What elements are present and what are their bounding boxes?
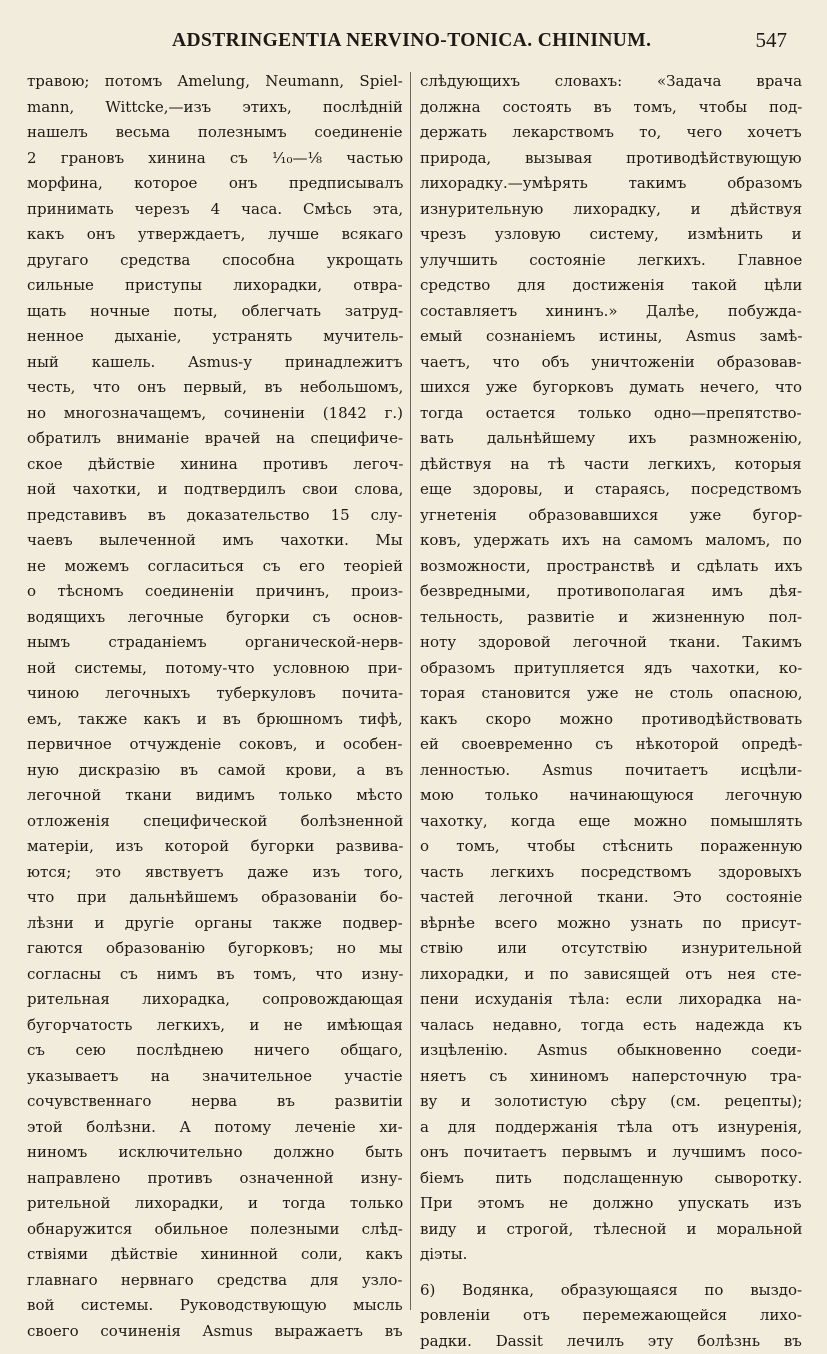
text-line: согласны съ нимъ въ томъ, что изну- bbox=[27, 962, 403, 988]
text-line: При этомъ не должно упускать изъ bbox=[420, 1191, 802, 1217]
text-line: сочувственнаго нерва въ развитіи bbox=[27, 1089, 403, 1115]
text-line: какъ онъ утверждаетъ, лучше всякаго bbox=[27, 222, 403, 248]
text-line: пени исхуданія тѣла: если лихорадка на- bbox=[420, 987, 802, 1013]
right-column-paragraph-6 bbox=[420, 1278, 802, 1354]
running-head: ADSTRINGENTIA NERVINO-TONICA. CHININUM. bbox=[172, 30, 651, 52]
text-line: ный кашель. Asmus-у принадлежитъ bbox=[27, 350, 403, 376]
text-line: ленностью. Asmus почитаетъ исцѣли- bbox=[420, 758, 802, 784]
text-line: чаетъ, что объ уничтоженіи образовав- bbox=[420, 350, 802, 376]
text-line: что при дальнѣйшемъ образованіи бо- bbox=[27, 885, 403, 911]
text-line: образомъ притупляется ядъ чахотки, ко- bbox=[420, 656, 802, 682]
text-line: mann, Wittcke,—изъ этихъ, послѣдній bbox=[27, 95, 403, 121]
text-line: ниномъ исключительно должно быть bbox=[27, 1140, 403, 1166]
text-line: діэты. bbox=[420, 1242, 802, 1268]
text-line: направлено противъ означенной изну- bbox=[27, 1166, 403, 1192]
text-line: обнаружится обильное полезными слѣд- bbox=[27, 1217, 403, 1243]
text-line: съ сею послѣднею ничего общаго, bbox=[27, 1038, 403, 1064]
text-line: вѣрнѣе всего можно узнать по присут- bbox=[420, 911, 802, 937]
text-line: слѣдующихъ словахъ: «Задача врача bbox=[420, 69, 802, 95]
text-line: ствіями дѣйствіе хининной соли, какъ bbox=[27, 1242, 403, 1268]
text-line: дѣйствуя на тѣ части легкихъ, которыя bbox=[420, 452, 802, 478]
text-line: бугорчатость легкихъ, и не имѣющая bbox=[27, 1013, 403, 1039]
text-line: должна состоять въ томъ, чтобы под- bbox=[420, 95, 802, 121]
text-line: изнурительную лихорадку, и дѣйствуя bbox=[420, 197, 802, 223]
text-line: водящихъ легочные бугорки съ основ- bbox=[27, 605, 403, 631]
text-line: обратилъ вниманіе врачей на специфиче- bbox=[27, 426, 403, 452]
text-line: гаются образованію бугорковъ; но мы bbox=[27, 936, 403, 962]
text-line: легочной ткани видимъ только мѣсто bbox=[27, 783, 403, 809]
text-line: щать ночные поты, облегчать затруд- bbox=[27, 299, 403, 325]
column-divider bbox=[410, 72, 411, 1310]
text-line: природа, вызывая противодѣйствующую bbox=[420, 146, 802, 172]
text-line: о томъ, чтобы стѣснить пораженную bbox=[420, 834, 802, 860]
text-line: о тѣсномъ соединеніи причинъ, произ- bbox=[27, 579, 403, 605]
text-line: лихорадки, и по зависящей отъ нея сте- bbox=[420, 962, 802, 988]
text-line: ское дѣйствіе хинина противъ легоч- bbox=[27, 452, 403, 478]
text-line: радки. Dassit лечилъ эту болѣзнь въ bbox=[420, 1329, 802, 1354]
text-line: средство для достиженія такой цѣли bbox=[420, 273, 802, 299]
text-line: ной системы, потому-что условною при- bbox=[27, 656, 403, 682]
paragraph-gap bbox=[420, 1268, 802, 1278]
text-line: но многозначащемъ, сочиненіи (1842 г.) bbox=[27, 401, 403, 427]
text-line: первичное отчужденіе соковъ, и особен- bbox=[27, 732, 403, 758]
right-column bbox=[420, 69, 802, 1354]
text-line: нымъ страданіемъ органической-нерв- bbox=[27, 630, 403, 656]
text-line: ровленіи отъ перемежающейся лихо- bbox=[420, 1303, 802, 1329]
text-line: не можемъ согласиться съ его теоріей bbox=[27, 554, 403, 580]
text-line: частей легочной ткани. Это состояніе bbox=[420, 885, 802, 911]
text-line: ной чахотки, и подтвердилъ свои слова, bbox=[27, 477, 403, 503]
text-line: указываетъ на значительное участіе bbox=[27, 1064, 403, 1090]
text-line: своего сочиненія Asmus выражаетъ въ bbox=[27, 1319, 403, 1345]
text-line: шихся уже бугорковъ думать нечего, что bbox=[420, 375, 802, 401]
text-line: ей своевременно съ нѣкоторой опредѣ- bbox=[420, 732, 802, 758]
text-line: держать лекарствомъ то, чего хочетъ bbox=[420, 120, 802, 146]
text-line: онъ почитаетъ первымъ и лучшимъ посо- bbox=[420, 1140, 802, 1166]
text-line: часть легкихъ посредствомъ здоровыхъ bbox=[420, 860, 802, 886]
text-line: этой болѣзни. А потому леченіе хи- bbox=[27, 1115, 403, 1141]
text-line: емый сознаніемъ истины, Asmus замѣ- bbox=[420, 324, 802, 350]
text-line: честь, что онъ первый, въ небольшомъ, bbox=[27, 375, 403, 401]
text-line: матеріи, изъ которой бугорки развива- bbox=[27, 834, 403, 860]
text-line: травою; потомъ Amelung, Neumann, Spiel- bbox=[27, 69, 403, 95]
text-line: изцѣленію. Asmus обыкновенно соеди- bbox=[420, 1038, 802, 1064]
text-line: чаевъ вылеченной имъ чахотки. Мы bbox=[27, 528, 403, 554]
text-line: принимать черезъ 4 часа. Смѣсь эта, bbox=[27, 197, 403, 223]
left-column bbox=[27, 69, 403, 1344]
text-line: няетъ съ хининомъ наперсточную тра- bbox=[420, 1064, 802, 1090]
text-line: виду и строгой, тѣлесной и моральной bbox=[420, 1217, 802, 1243]
text-line: біемъ пить подслащенную сыворотку. bbox=[420, 1166, 802, 1192]
text-line: какъ скоро можно противодѣйствовать bbox=[420, 707, 802, 733]
text-line: еще здоровы, и стараясь, посредствомъ bbox=[420, 477, 802, 503]
text-line: ву и золотистую сѣру (см. рецепты); bbox=[420, 1089, 802, 1115]
text-line: составляетъ хининъ.» Далѣе, побужда- bbox=[420, 299, 802, 325]
text-line: главнаго нервнаго средства для узло- bbox=[27, 1268, 403, 1294]
text-line: вой системы. Руководствующую мысль bbox=[27, 1293, 403, 1319]
text-line: ются; это явствуетъ даже изъ того, bbox=[27, 860, 403, 886]
text-line: ковъ, удержать ихъ на самомъ маломъ, по bbox=[420, 528, 802, 554]
text-line: лихорадку.—умѣрять такимъ образомъ bbox=[420, 171, 802, 197]
text-line: чрезъ узловую систему, измѣнить и bbox=[420, 222, 802, 248]
page-number: 547 bbox=[756, 28, 788, 53]
text-line: а для поддержанія тѣла отъ изнуренія, bbox=[420, 1115, 802, 1141]
text-line: тельность, развитіе и жизненную пол- bbox=[420, 605, 802, 631]
text-line: морфина, которое онъ предписывалъ bbox=[27, 171, 403, 197]
text-line: ненное дыханіе, устранять мучитель- bbox=[27, 324, 403, 350]
text-line: другаго средства способна укрощать bbox=[27, 248, 403, 274]
text-line: ную дискразію въ самой крови, а въ bbox=[27, 758, 403, 784]
page-header bbox=[0, 22, 827, 62]
text-line: мою только начинающуюся легочную bbox=[420, 783, 802, 809]
text-line: торая становится уже не столь опасною, bbox=[420, 681, 802, 707]
text-line: лѣзни и другіе органы также подвер- bbox=[27, 911, 403, 937]
right-column-text bbox=[420, 69, 802, 1268]
text-line: рительной лихорадки, и тогда только bbox=[27, 1191, 403, 1217]
text-line: 2 грановъ хинина съ ¹⁄₁₀—⅛ частью bbox=[27, 146, 403, 172]
text-line: чиною легочныхъ туберкуловъ почита- bbox=[27, 681, 403, 707]
text-line: вать дальнѣйшему ихъ размноженію, bbox=[420, 426, 802, 452]
text-line: нашелъ весьма полезнымъ соединеніе bbox=[27, 120, 403, 146]
text-line: чахотку, когда еще можно помышлять bbox=[420, 809, 802, 835]
text-line: отложенія специфической болѣзненной bbox=[27, 809, 403, 835]
text-line: ноту здоровой легочной ткани. Такимъ bbox=[420, 630, 802, 656]
text-line: тогда остается только одно—препятство- bbox=[420, 401, 802, 427]
text-line: возможности, пространствѣ и сдѣлать ихъ bbox=[420, 554, 802, 580]
text-line: ствію или отсутствію изнурительной bbox=[420, 936, 802, 962]
text-line: 6) Водянка, образующаяся по выздо- bbox=[420, 1278, 802, 1304]
text-line: чалась недавно, тогда есть надежда къ bbox=[420, 1013, 802, 1039]
text-line: рительная лихорадка, сопровождающая bbox=[27, 987, 403, 1013]
text-line: безвредными, противополагая имъ дѣя- bbox=[420, 579, 802, 605]
text-line: угнетенія образовавшихся уже бугор- bbox=[420, 503, 802, 529]
text-line: емъ, также какъ и въ брюшномъ тифѣ, bbox=[27, 707, 403, 733]
text-line: улучшить состояніе легкихъ. Главное bbox=[420, 248, 802, 274]
text-line: представивъ въ доказательство 15 слу- bbox=[27, 503, 403, 529]
text-line: сильные приступы лихорадки, отвра- bbox=[27, 273, 403, 299]
